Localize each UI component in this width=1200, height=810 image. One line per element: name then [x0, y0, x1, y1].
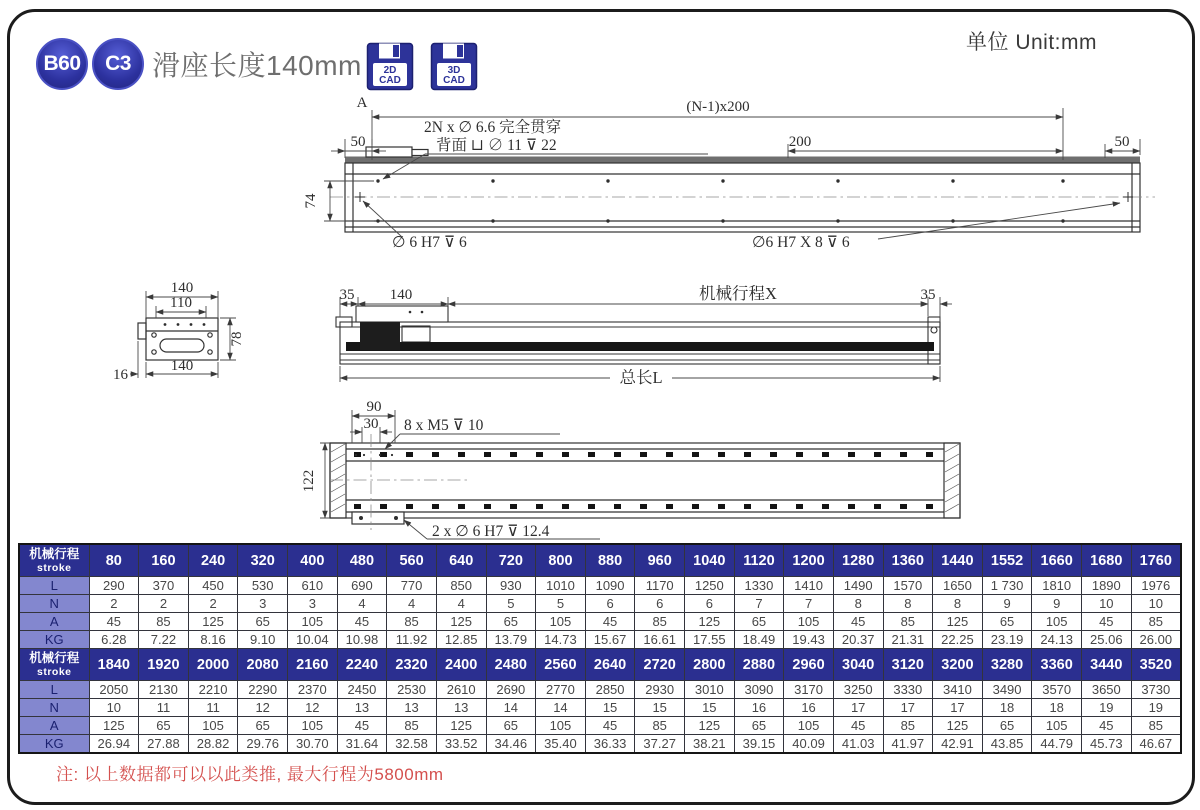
row-label-cell: L [19, 681, 89, 699]
value-cell: 8 [883, 595, 933, 613]
value-cell: 125 [188, 613, 238, 631]
value-cell: 9.10 [238, 631, 288, 649]
value-cell: 1570 [883, 577, 933, 595]
value-cell: 1170 [635, 577, 685, 595]
value-cell: 25.06 [1082, 631, 1132, 649]
top-view-hole-note-line2: 背面 ⊔ ∅ 11 ⊽ 22 [436, 137, 557, 154]
value-cell: 85 [635, 613, 685, 631]
top-view-right-hole-note: ∅6 H7 X 8 ⊽ 6 [752, 234, 850, 251]
value-cell: 1330 [734, 577, 784, 595]
value-cell: 105 [1032, 613, 1082, 631]
value-cell: 105 [536, 613, 586, 631]
top-view-hole-note-line1: 2N x ∅ 6.6 完全贯穿 [424, 119, 562, 136]
stroke-value-cell: 1440 [933, 544, 983, 577]
value-cell: 19 [1082, 699, 1132, 717]
value-cell: 34.46 [486, 735, 536, 754]
value-cell: 770 [387, 577, 437, 595]
value-cell: 2290 [238, 681, 288, 699]
value-cell: 45 [585, 717, 635, 735]
value-cell: 32.58 [387, 735, 437, 754]
side-view-dim-35-left: 35 [339, 287, 355, 303]
bottom-view-drawing [301, 399, 960, 540]
value-cell: 105 [288, 613, 338, 631]
value-cell: 18 [1032, 699, 1082, 717]
value-cell: 39.15 [734, 735, 784, 754]
value-cell: 65 [486, 613, 536, 631]
stroke-value-cell: 3200 [933, 649, 983, 681]
value-cell: 290 [89, 577, 139, 595]
value-cell: 28.82 [188, 735, 238, 754]
value-cell: 45 [1082, 613, 1132, 631]
top-view-drawing [303, 95, 1155, 251]
spec-row-A [19, 613, 1181, 631]
value-cell: 13 [436, 699, 486, 717]
value-cell: 3090 [734, 681, 784, 699]
side-view-dim-140: 140 [389, 287, 413, 303]
value-cell: 1250 [685, 577, 735, 595]
section-view-dim-16: 16 [113, 367, 128, 383]
stroke-value-cell: 1680 [1082, 544, 1132, 577]
stroke-value-cell: 240 [188, 544, 238, 577]
value-cell: 16.61 [635, 631, 685, 649]
value-cell: 10.98 [337, 631, 387, 649]
stroke-value-cell: 880 [585, 544, 635, 577]
value-cell: 105 [784, 717, 834, 735]
stroke-value-cell: 720 [486, 544, 536, 577]
value-cell: 23.19 [982, 631, 1032, 649]
value-cell: 2050 [89, 681, 139, 699]
value-cell: 3330 [883, 681, 933, 699]
side-view-dim-35-right: 35 [920, 287, 936, 303]
value-cell: 3010 [685, 681, 735, 699]
section-view-dim-140-bottom: 140 [170, 358, 194, 374]
stroke-value-cell: 2560 [536, 649, 586, 681]
value-cell: 2690 [486, 681, 536, 699]
value-cell: 2 [188, 595, 238, 613]
stroke-value-cell: 1660 [1032, 544, 1082, 577]
value-cell: 370 [139, 577, 189, 595]
value-cell: 19.43 [784, 631, 834, 649]
stroke-value-cell: 1760 [1131, 544, 1181, 577]
bottom-view-pin-note: 2 x ∅ 6 H7 ⊽ 12.4 [432, 523, 550, 540]
stroke-value-cell: 2080 [238, 649, 288, 681]
value-cell: 1010 [536, 577, 586, 595]
value-cell: 41.03 [833, 735, 883, 754]
value-cell: 2450 [337, 681, 387, 699]
spec-row-L [19, 577, 1181, 595]
value-cell: 65 [734, 613, 784, 631]
value-cell: 7.22 [139, 631, 189, 649]
value-cell: 125 [685, 717, 735, 735]
top-view-left-hole-note: ∅ 6 H7 ⊽ 6 [392, 234, 467, 251]
value-cell: 6 [635, 595, 685, 613]
value-cell: 65 [139, 717, 189, 735]
stroke-value-cell: 3520 [1131, 649, 1181, 681]
stroke-value-cell: 1840 [89, 649, 139, 681]
value-cell: 930 [486, 577, 536, 595]
bottom-view-tap-note: 8 x M5 ⊽ 10 [404, 417, 484, 434]
value-cell: 14 [486, 699, 536, 717]
value-cell: 5 [536, 595, 586, 613]
value-cell: 11 [139, 699, 189, 717]
spec-row-L [19, 681, 1181, 699]
value-cell: 5 [486, 595, 536, 613]
value-cell: 19 [1131, 699, 1181, 717]
value-cell: 44.79 [1032, 735, 1082, 754]
value-cell: 105 [288, 717, 338, 735]
value-cell: 4 [436, 595, 486, 613]
section-view-dim-140-top: 140 [170, 280, 194, 296]
value-cell: 8 [933, 595, 983, 613]
stroke-value-cell: 2400 [436, 649, 486, 681]
value-cell: 15 [585, 699, 635, 717]
value-cell: 11 [188, 699, 238, 717]
value-cell: 45 [833, 613, 883, 631]
value-cell: 22.25 [933, 631, 983, 649]
value-cell: 1650 [933, 577, 983, 595]
stroke-value-cell: 2240 [337, 649, 387, 681]
value-cell: 2930 [635, 681, 685, 699]
top-view-dim-pitch: (N-1)x200 [686, 99, 750, 115]
stroke-value-cell: 1040 [685, 544, 735, 577]
stroke-value-cell: 2000 [188, 649, 238, 681]
side-view-stroke-label: 机械行程X [699, 284, 777, 303]
value-cell: 6.28 [89, 631, 139, 649]
value-cell: 10.04 [288, 631, 338, 649]
value-cell: 1810 [1032, 577, 1082, 595]
value-cell: 11.92 [387, 631, 437, 649]
value-cell: 3570 [1032, 681, 1082, 699]
stroke-value-cell: 3040 [833, 649, 883, 681]
stroke-value-cell: 320 [238, 544, 288, 577]
value-cell: 85 [387, 613, 437, 631]
stroke-value-cell: 800 [536, 544, 586, 577]
stroke-value-cell: 1200 [784, 544, 834, 577]
value-cell: 3250 [833, 681, 883, 699]
stroke-value-cell: 640 [436, 544, 486, 577]
value-cell: 65 [238, 613, 288, 631]
value-cell: 27.88 [139, 735, 189, 754]
value-cell: 45 [89, 613, 139, 631]
value-cell: 9 [982, 595, 1032, 613]
cad-2d-icon-line2: CAD [379, 75, 401, 86]
value-cell: 13 [387, 699, 437, 717]
value-cell: 13.79 [486, 631, 536, 649]
value-cell: 4 [387, 595, 437, 613]
value-cell: 26.00 [1131, 631, 1181, 649]
value-cell: 2530 [387, 681, 437, 699]
spec-row-N [19, 699, 1181, 717]
value-cell: 10 [1082, 595, 1132, 613]
value-cell: 9 [1032, 595, 1082, 613]
value-cell: 85 [1131, 717, 1181, 735]
stroke-value-cell: 3120 [883, 649, 933, 681]
value-cell: 26.94 [89, 735, 139, 754]
bottom-view-dim-122: 122 [301, 469, 317, 493]
stroke-header-row [19, 649, 1181, 681]
value-cell: 3410 [933, 681, 983, 699]
value-cell: 17 [833, 699, 883, 717]
stroke-value-cell: 2160 [288, 649, 338, 681]
value-cell: 85 [883, 717, 933, 735]
value-cell: 33.52 [436, 735, 486, 754]
stroke-corner-cell: 机械行程 stroke [19, 649, 89, 681]
value-cell: 37.27 [635, 735, 685, 754]
value-cell: 1 730 [982, 577, 1032, 595]
side-view-drawing [336, 284, 952, 387]
value-cell: 6 [585, 595, 635, 613]
value-cell: 14 [536, 699, 586, 717]
value-cell: 105 [536, 717, 586, 735]
value-cell: 125 [436, 717, 486, 735]
value-cell: 7 [784, 595, 834, 613]
value-cell: 45 [833, 717, 883, 735]
stroke-value-cell: 160 [139, 544, 189, 577]
row-label-cell: N [19, 699, 89, 717]
stroke-value-cell: 3280 [982, 649, 1032, 681]
model-badge-c3-label: C3 [105, 52, 131, 75]
value-cell: 3490 [982, 681, 1032, 699]
stroke-value-cell: 3440 [1082, 649, 1132, 681]
top-view-dim-50-left: 50 [350, 134, 366, 150]
stroke-value-cell: 1552 [982, 544, 1032, 577]
value-cell: 65 [982, 717, 1032, 735]
value-cell: 35.40 [536, 735, 586, 754]
value-cell: 45 [1082, 717, 1132, 735]
model-badge-b60-label: B60 [43, 52, 81, 75]
value-cell: 65 [238, 717, 288, 735]
value-cell: 2850 [585, 681, 635, 699]
stroke-value-cell: 2320 [387, 649, 437, 681]
value-cell: 105 [188, 717, 238, 735]
value-cell: 3 [288, 595, 338, 613]
value-cell: 1090 [585, 577, 635, 595]
value-cell: 21.31 [883, 631, 933, 649]
stroke-spec-table [18, 543, 1182, 754]
stroke-value-cell: 2880 [734, 649, 784, 681]
value-cell: 13 [337, 699, 387, 717]
value-cell: 10 [1131, 595, 1181, 613]
value-cell: 30.70 [288, 735, 338, 754]
stroke-value-cell: 560 [387, 544, 437, 577]
value-cell: 2 [139, 595, 189, 613]
value-cell: 12 [238, 699, 288, 717]
row-label-cell: L [19, 577, 89, 595]
value-cell: 125 [89, 717, 139, 735]
value-cell: 38.21 [685, 735, 735, 754]
value-cell: 42.91 [933, 735, 983, 754]
value-cell: 1490 [833, 577, 883, 595]
value-cell: 45.73 [1082, 735, 1132, 754]
value-cell: 3730 [1131, 681, 1181, 699]
value-cell: 15.67 [585, 631, 635, 649]
stroke-corner-cell: 机械行程 stroke [19, 544, 89, 577]
stroke-value-cell: 80 [89, 544, 139, 577]
value-cell: 2210 [188, 681, 238, 699]
value-cell: 14.73 [536, 631, 586, 649]
value-cell: 105 [784, 613, 834, 631]
row-label-cell: KG [19, 631, 89, 649]
value-cell: 36.33 [585, 735, 635, 754]
stroke-value-cell: 2720 [635, 649, 685, 681]
value-cell: 85 [635, 717, 685, 735]
value-cell: 15 [635, 699, 685, 717]
page-title: 滑座长度140mm [152, 50, 362, 81]
value-cell: 45 [585, 613, 635, 631]
stroke-value-cell: 480 [337, 544, 387, 577]
value-cell: 125 [933, 613, 983, 631]
stroke-value-cell: 1280 [833, 544, 883, 577]
top-view-dim-74: 74 [303, 193, 319, 209]
value-cell: 850 [436, 577, 486, 595]
value-cell: 17 [933, 699, 983, 717]
section-view-dim-110: 110 [170, 295, 192, 311]
row-label-cell: N [19, 595, 89, 613]
value-cell: 6 [685, 595, 735, 613]
value-cell: 12 [288, 699, 338, 717]
value-cell: 1976 [1131, 577, 1181, 595]
value-cell: 46.67 [1131, 735, 1181, 754]
value-cell: 2130 [139, 681, 189, 699]
value-cell: 40.09 [784, 735, 834, 754]
top-view-dim-50-right: 50 [1114, 134, 1130, 150]
value-cell: 85 [883, 613, 933, 631]
bottom-view-dim-90: 90 [366, 399, 382, 415]
value-cell: 2 [89, 595, 139, 613]
value-cell: 17 [883, 699, 933, 717]
row-label-cell: A [19, 613, 89, 631]
stroke-value-cell: 1360 [883, 544, 933, 577]
value-cell: 530 [238, 577, 288, 595]
value-cell: 3 [238, 595, 288, 613]
value-cell: 15 [685, 699, 735, 717]
stroke-value-cell: 2800 [685, 649, 735, 681]
cad-3d-icon-line1: 3D [447, 65, 461, 76]
cad-3d-icon-line2: CAD [443, 75, 465, 86]
top-view-dim-200: 200 [788, 134, 812, 150]
cad-2d-icon-line1: 2D [383, 65, 397, 76]
value-cell: 16 [734, 699, 784, 717]
stroke-value-cell: 1120 [734, 544, 784, 577]
stroke-value-cell: 2960 [784, 649, 834, 681]
value-cell: 8 [833, 595, 883, 613]
section-view-drawing [113, 280, 245, 383]
row-label-cell: KG [19, 735, 89, 754]
value-cell: 10 [89, 699, 139, 717]
value-cell: 43.85 [982, 735, 1032, 754]
value-cell: 45 [337, 613, 387, 631]
value-cell: 20.37 [833, 631, 883, 649]
stroke-header-row [19, 544, 1181, 577]
stroke-value-cell: 400 [288, 544, 338, 577]
value-cell: 85 [1131, 613, 1181, 631]
value-cell: 29.76 [238, 735, 288, 754]
value-cell: 45 [337, 717, 387, 735]
value-cell: 125 [685, 613, 735, 631]
value-cell: 85 [387, 717, 437, 735]
value-cell: 690 [337, 577, 387, 595]
value-cell: 3650 [1082, 681, 1132, 699]
value-cell: 610 [288, 577, 338, 595]
value-cell: 450 [188, 577, 238, 595]
top-view-dim-a: A [356, 95, 368, 111]
spec-row-A [19, 717, 1181, 735]
stroke-value-cell: 3360 [1032, 649, 1082, 681]
value-cell: 12.85 [436, 631, 486, 649]
value-cell: 2370 [288, 681, 338, 699]
value-cell: 65 [486, 717, 536, 735]
value-cell: 16 [784, 699, 834, 717]
value-cell: 4 [337, 595, 387, 613]
value-cell: 2610 [436, 681, 486, 699]
row-label-cell: A [19, 717, 89, 735]
bottom-view-dim-30: 30 [363, 416, 379, 432]
value-cell: 1410 [784, 577, 834, 595]
side-view-total-length-label: 总长L [619, 368, 663, 387]
value-cell: 65 [982, 613, 1032, 631]
value-cell: 65 [734, 717, 784, 735]
footnote: 注: 以上数据都可以以此类推, 最大行程为5800mm [56, 765, 444, 784]
stroke-value-cell: 960 [635, 544, 685, 577]
stroke-value-cell: 2480 [486, 649, 536, 681]
stroke-value-cell: 2640 [585, 649, 635, 681]
value-cell: 18 [982, 699, 1032, 717]
stroke-value-cell: 1920 [139, 649, 189, 681]
value-cell: 125 [436, 613, 486, 631]
value-cell: 105 [1032, 717, 1082, 735]
unit-label: 单位 Unit:mm [966, 31, 1097, 54]
value-cell: 7 [734, 595, 784, 613]
spec-row-KG [19, 631, 1181, 649]
value-cell: 125 [933, 717, 983, 735]
value-cell: 2770 [536, 681, 586, 699]
spec-row-N [19, 595, 1181, 613]
section-view-dim-78: 78 [229, 331, 245, 347]
value-cell: 3170 [784, 681, 834, 699]
value-cell: 18.49 [734, 631, 784, 649]
value-cell: 24.13 [1032, 631, 1082, 649]
value-cell: 85 [139, 613, 189, 631]
value-cell: 17.55 [685, 631, 735, 649]
value-cell: 1890 [1082, 577, 1132, 595]
value-cell: 8.16 [188, 631, 238, 649]
value-cell: 31.64 [337, 735, 387, 754]
spec-row-KG [19, 735, 1181, 754]
value-cell: 41.97 [883, 735, 933, 754]
